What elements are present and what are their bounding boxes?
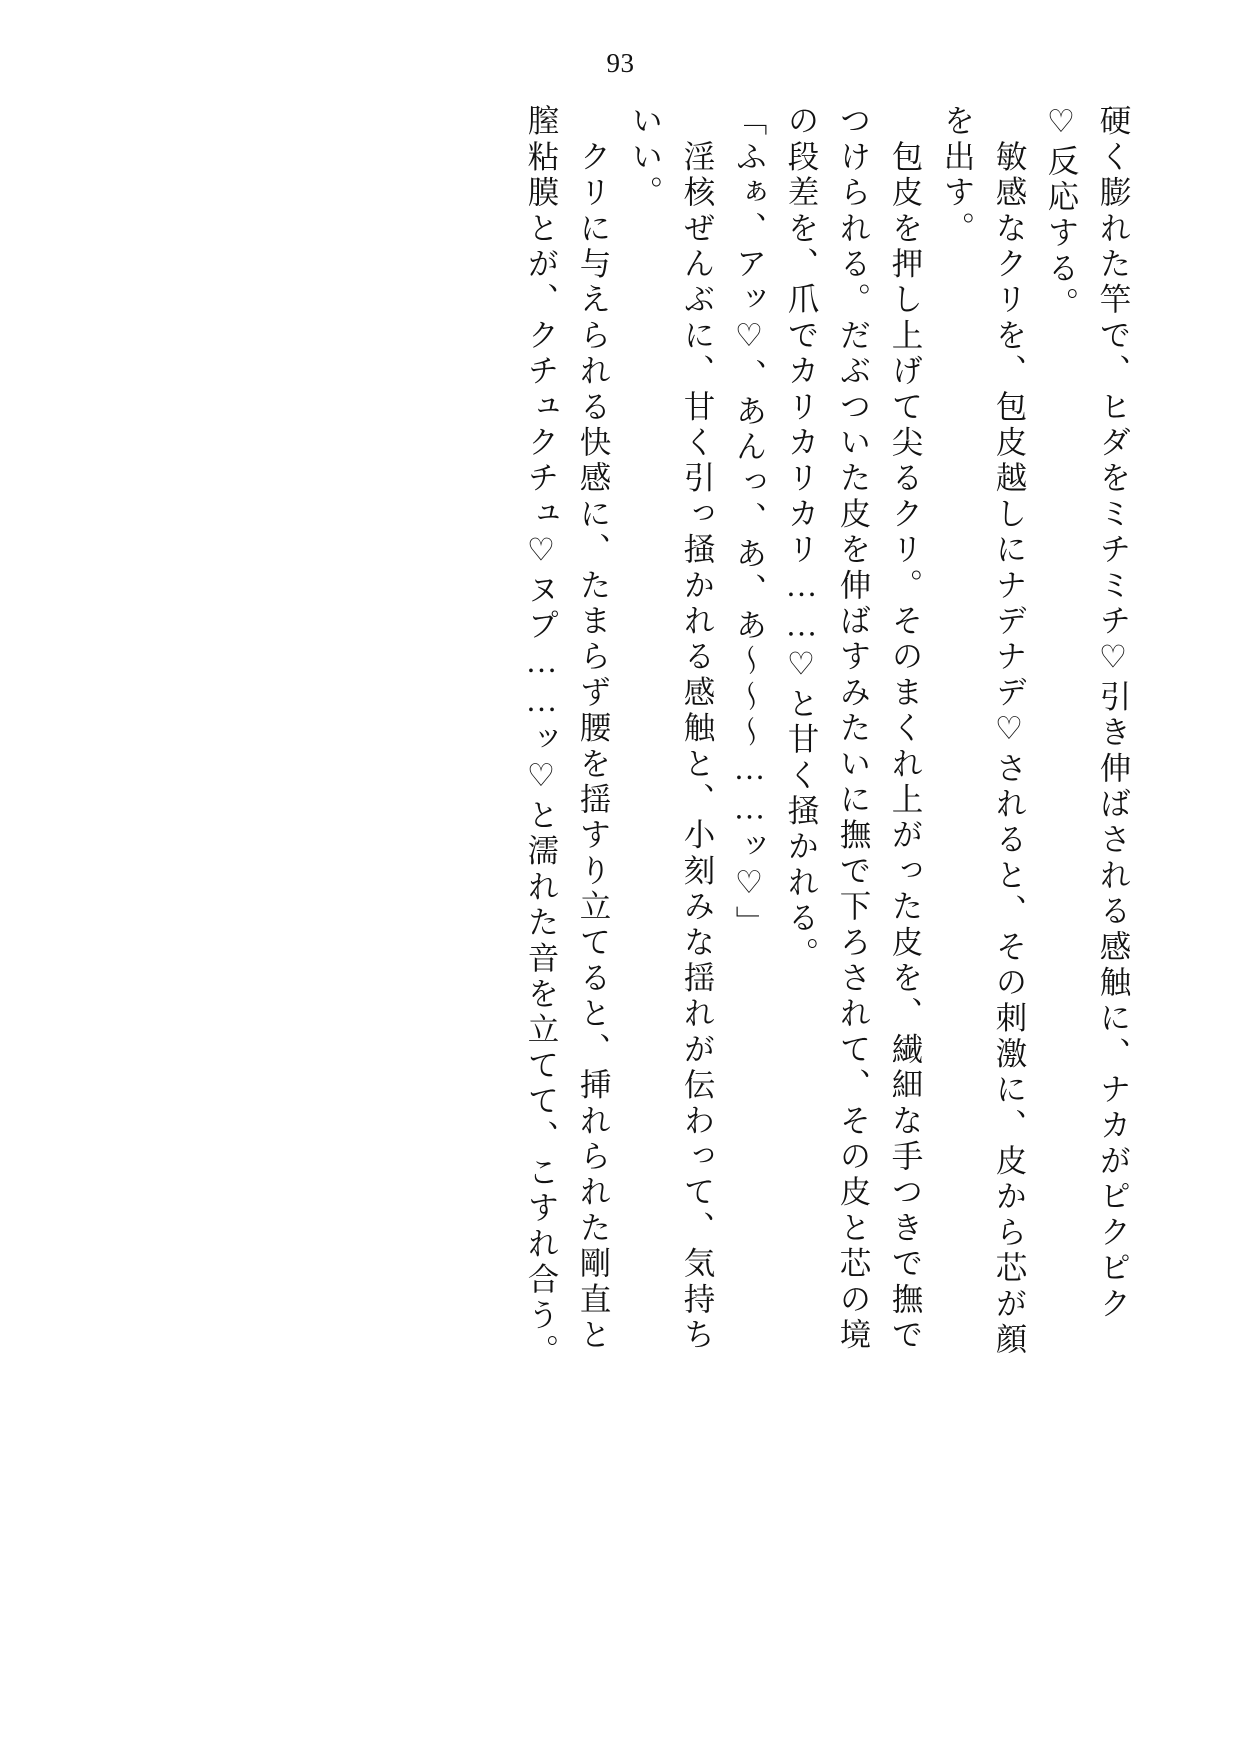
text-column: 「ふぁ、アッ♡、あんっ、あ、あ〜〜〜……ッ♡」 (732, 104, 767, 942)
text-column: ♡反応する。 (1044, 104, 1079, 323)
text-column: 膣粘膜とが、クチュクチュ♡ヌプ……ッ♡と濡れた音を立てて、こすれ合う。 (524, 104, 559, 1370)
text-column: 敏感なクリを、包皮越しにナデナデ♡されると、その刺激に、皮から芯が顔 (992, 104, 1027, 1358)
page-number: 93 (606, 48, 635, 78)
text-column: クリに与えられる快感に、たまらず腰を揺すり立てると、挿れられた剛直と (576, 104, 611, 1354)
text-column: つけられる。だぶついた皮を伸ばすみたいに撫で下ろされて、その皮と芯の境 (836, 104, 871, 1354)
text-column: 硬く膨れた竿で、ヒダをミチミチ♡引き伸ばされる感触に、ナカがピクピク (1096, 104, 1131, 1323)
text-column: いい。 (628, 104, 663, 212)
vertical-text-body (132, 104, 1129, 1683)
text-column: を出す。 (940, 104, 975, 247)
text-column: の段差を、爪でカリカリカリ……♡と甘く掻かれる。 (784, 104, 819, 973)
text-column: 淫核ぜんぶに、甘く引っ掻かれる感触と、小刻みな揺れが伝わって、気持ち (680, 104, 715, 1354)
text-column: 包皮を押し上げて尖るクリ。そのまくれ上がった皮を、繊細な手つきで撫で (888, 104, 923, 1354)
